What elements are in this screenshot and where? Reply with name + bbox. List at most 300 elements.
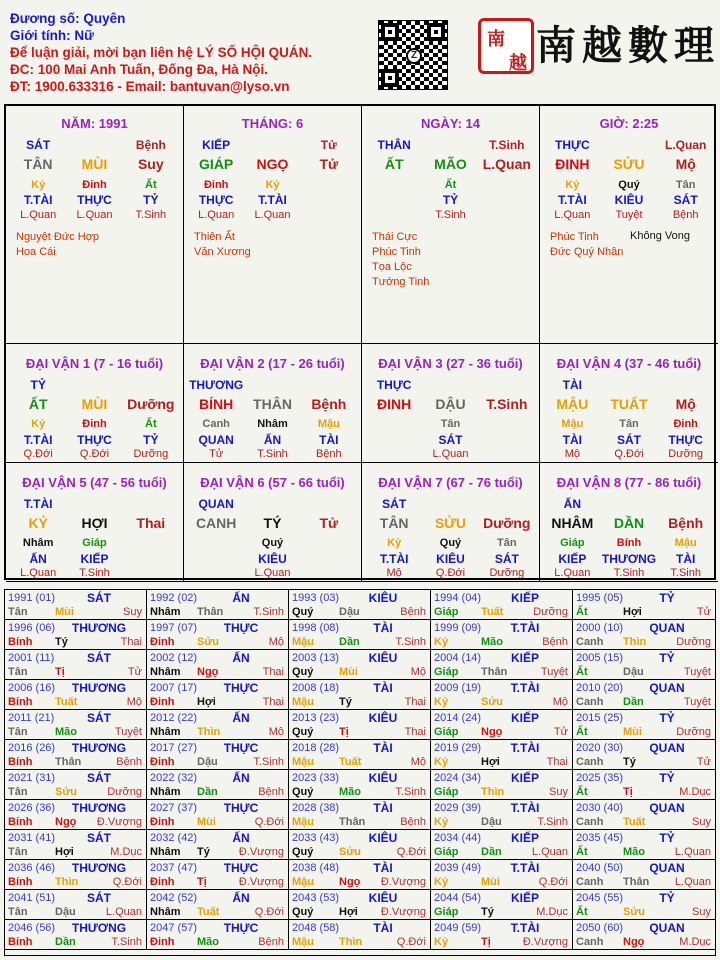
- hidden-god-row-cell: TÀI: [319, 433, 339, 447]
- hidden-stem-row-cell: Bính: [616, 537, 642, 549]
- year-cell[interactable]: [5, 830, 147, 860]
- year-stem: Quý: [292, 906, 314, 918]
- year-cell[interactable]: [573, 590, 715, 620]
- year-ten-god: T.TÀI: [510, 801, 540, 815]
- year-branch: Tý: [339, 696, 352, 708]
- hidden-stem-row-cell: Ất: [145, 179, 157, 191]
- year-branch: Thân: [197, 606, 224, 618]
- year-life-stage: Suy: [549, 786, 568, 798]
- year-cell[interactable]: [289, 770, 431, 800]
- hidden-god-row-cell: [301, 552, 357, 566]
- hidden-god-row-cell: SÁT: [673, 193, 698, 207]
- year-cell[interactable]: [431, 590, 573, 620]
- year-ten-god: KIÊU: [368, 651, 398, 665]
- year-label: 2016 (26): [8, 742, 56, 754]
- ten-god-row-cell: SÁT: [382, 497, 407, 511]
- cell-title: GIỜ: 2:25: [599, 116, 659, 131]
- year-label: 2015 (25): [576, 712, 624, 724]
- year-ten-god: TỶ: [659, 591, 675, 605]
- dai-van-cell[interactable]: [184, 463, 362, 582]
- life-stage-row-cell: T.Sinh: [613, 567, 645, 579]
- year-label: 2002 (12): [150, 652, 198, 664]
- year-label: 2010 (20): [576, 682, 624, 694]
- hidden-stem-row: [10, 537, 179, 549]
- year-branch: Ngọ: [197, 666, 219, 678]
- life-stage-row-cell: [188, 567, 244, 579]
- year-cell[interactable]: [147, 890, 289, 920]
- year-cell[interactable]: [573, 860, 715, 890]
- year-branch: Dậu: [197, 756, 218, 768]
- year-stem: Mậu: [292, 756, 314, 768]
- ten-god-row: [544, 497, 714, 511]
- stem-branch-row-cell: L.Quan: [482, 156, 531, 172]
- year-branch: Tý: [55, 636, 68, 648]
- year-cell[interactable]: [289, 590, 431, 620]
- year-cell[interactable]: [289, 710, 431, 740]
- year-ten-god: TỶ: [659, 711, 675, 725]
- year-life-stage: Bệnh: [116, 756, 142, 768]
- hidden-stem-row: [188, 537, 357, 549]
- year-stem: Mậu: [292, 936, 314, 948]
- year-cell[interactable]: [573, 740, 715, 770]
- ten-god-row-cell: [244, 378, 300, 392]
- year-stem: Ất: [576, 606, 588, 618]
- year-label: 2033 (43): [292, 832, 340, 844]
- year-life-stage: Bệnh: [400, 816, 426, 828]
- year-branch: Dần: [623, 696, 644, 708]
- stem-branch-row-cell: NHÂM: [551, 515, 594, 531]
- year-branch: Sửu: [55, 786, 78, 798]
- life-stage-row-cell: [366, 209, 422, 221]
- year-branch: Sửu: [339, 846, 362, 858]
- life-stage-row-cell: Dưỡng: [668, 448, 704, 460]
- year-stem: Quý: [292, 606, 314, 618]
- year-stem: Bính: [8, 936, 33, 948]
- year-stem: Kỷ: [434, 756, 449, 768]
- life-stage-row-cell: T.Sinh: [257, 448, 288, 460]
- ten-god-row: [366, 497, 535, 511]
- year-label: 2019 (29): [434, 742, 482, 754]
- stem-branch-row-cell: SỬU: [613, 156, 645, 172]
- year-stem: Canh: [576, 936, 604, 948]
- year-stem: Bính: [8, 816, 33, 828]
- year-ten-god: TỶ: [659, 831, 675, 845]
- year-cell[interactable]: [289, 920, 431, 950]
- hidden-stem-row-cell: [366, 418, 422, 430]
- bazi-chart: [4, 104, 716, 580]
- year-label: 2014 (24): [434, 712, 482, 724]
- cell-title: ĐẠI VẬN 4 (37 - 46 tuổi): [556, 356, 702, 371]
- stem-branch-row: [544, 396, 714, 412]
- year-cell[interactable]: [289, 830, 431, 860]
- hidden-stem-row: [188, 418, 357, 430]
- year-stem: Đinh: [150, 936, 175, 948]
- year-label: 2000 (10): [576, 622, 624, 634]
- year-stem: Quý: [292, 726, 314, 738]
- life-stage-row: [544, 448, 714, 460]
- cell-title: THÁNG: 6: [241, 116, 304, 131]
- year-cell[interactable]: [5, 890, 147, 920]
- stem-branch-row: [188, 156, 357, 172]
- year-branch: Mùi: [623, 726, 642, 738]
- year-life-stage: Bệnh: [542, 636, 568, 648]
- year-ten-god: T.TÀI: [510, 861, 540, 875]
- life-stage-row-cell: Q.Đới: [435, 567, 466, 579]
- year-cell[interactable]: [147, 590, 289, 620]
- year-ten-god: TỶ: [659, 651, 675, 665]
- year-stem: Mậu: [292, 816, 314, 828]
- stem-branch-row: [10, 515, 179, 531]
- year-cell[interactable]: [147, 620, 289, 650]
- year-life-stage: Đ.Vượng: [380, 906, 426, 918]
- life-stage-row-cell: L.Quan: [554, 209, 591, 221]
- ten-god-row-cell: [66, 138, 122, 152]
- year-label: 2009 (19): [434, 682, 482, 694]
- year-cell[interactable]: [5, 740, 147, 770]
- year-cell[interactable]: [573, 920, 715, 950]
- year-label: 1991 (01): [8, 592, 56, 604]
- year-cell[interactable]: [5, 710, 147, 740]
- year-cell[interactable]: [5, 860, 147, 890]
- year-stem: Canh: [576, 816, 604, 828]
- year-cell[interactable]: [573, 800, 715, 830]
- year-life-stage: Tử: [553, 726, 568, 738]
- year-cell[interactable]: [289, 650, 431, 680]
- hidden-stem-row-cell: Tân: [440, 418, 461, 430]
- dai-van-cell[interactable]: [184, 344, 362, 463]
- year-cell[interactable]: [147, 740, 289, 770]
- year-ten-god: KIẾP: [510, 591, 539, 605]
- year-cell[interactable]: [147, 770, 289, 800]
- year-life-stage: Tuyệt: [540, 666, 568, 678]
- life-stage-row-cell: Q.Đới: [614, 448, 644, 460]
- ten-god-row: [188, 378, 357, 392]
- brand-calligraphy: 南越數理: [536, 22, 720, 69]
- year-cell[interactable]: [431, 620, 573, 650]
- year-label: 2041 (51): [8, 892, 56, 904]
- year-life-stage: Q.Đới: [396, 846, 426, 858]
- year-cell[interactable]: [431, 800, 573, 830]
- annual-luck-table: [4, 589, 716, 956]
- hidden-stem-row-cell: Đinh: [82, 418, 107, 430]
- year-stem: Nhâm: [150, 666, 181, 678]
- year-stem: Mậu: [292, 696, 314, 708]
- ten-god-row-cell: [301, 378, 357, 392]
- dai-van-cell[interactable]: [540, 463, 718, 582]
- ten-god-row-cell: [244, 497, 300, 511]
- hidden-god-row-cell: ẤN: [263, 433, 282, 447]
- year-stem: Giáp: [434, 786, 459, 798]
- year-cell[interactable]: [147, 680, 289, 710]
- year-branch: Thìn: [339, 936, 363, 948]
- hidden-god-row-cell: T.TÀI: [23, 193, 53, 207]
- ten-god-row-cell: [123, 378, 179, 392]
- year-branch: Sửu: [481, 696, 504, 708]
- year-branch: Ngọ: [55, 816, 77, 828]
- hidden-stem-row: [10, 418, 179, 430]
- stem-branch-row-cell: KỶ: [28, 515, 48, 531]
- year-stem: Bính: [8, 876, 33, 888]
- year-cell[interactable]: [147, 920, 289, 950]
- ten-god-row: [544, 138, 714, 152]
- life-stage-row-cell: Mộ: [564, 448, 580, 460]
- year-cell[interactable]: [289, 800, 431, 830]
- life-stage-row-cell: [301, 567, 357, 579]
- year-stem: Quý: [292, 786, 314, 798]
- cell-title: ĐẠI VẬN 3 (27 - 36 tuổi): [378, 356, 523, 371]
- year-ten-god: KIÊU: [368, 591, 398, 605]
- dai-van-cell[interactable]: [362, 463, 540, 582]
- year-stem: Bính: [8, 636, 33, 648]
- hidden-god-row: [544, 552, 714, 566]
- stem-branch-row-cell: MÃO: [434, 156, 467, 172]
- star-item: Văn Xương: [194, 246, 251, 258]
- hidden-stem-row-cell: [188, 537, 244, 549]
- hidden-stem-row-cell: [301, 537, 357, 549]
- year-cell[interactable]: [573, 710, 715, 740]
- ten-god-row-cell: [422, 497, 478, 511]
- hidden-stem-row: [10, 179, 179, 191]
- year-stem: Kỷ: [434, 816, 449, 828]
- hidden-stem-row-cell: Giáp: [560, 537, 585, 549]
- year-branch: Tý: [623, 756, 636, 768]
- star-list: [372, 230, 429, 290]
- hidden-stem-row-cell: Đinh: [203, 179, 229, 191]
- hidden-god-row: [544, 193, 714, 207]
- year-stem: Kỷ: [434, 936, 449, 948]
- year-label: 2040 (50): [576, 862, 624, 874]
- year-life-stage: M.Dục: [536, 906, 568, 918]
- year-cell[interactable]: [5, 680, 147, 710]
- dai-van-cell[interactable]: [540, 344, 718, 463]
- hidden-god-row-cell: T.TÀI: [23, 433, 53, 447]
- pillar-cell[interactable]: [184, 106, 362, 344]
- hidden-stem-row-cell: [123, 537, 179, 549]
- year-ten-god: QUAN: [649, 741, 685, 755]
- stem-branch-row-cell: TÂN: [23, 156, 53, 172]
- hidden-stem-row-cell: Kỷ: [387, 537, 402, 549]
- stem-branch-row: [544, 156, 714, 172]
- year-ten-god: SÁT: [87, 711, 111, 725]
- stem-branch-row: [188, 396, 357, 412]
- year-cell[interactable]: [573, 890, 715, 920]
- ten-god-row-cell: [657, 378, 714, 392]
- life-stage-row-cell: Bệnh: [315, 448, 342, 460]
- year-cell[interactable]: [147, 650, 289, 680]
- year-branch: Tuất: [197, 906, 220, 918]
- year-stem: Quý: [292, 666, 314, 678]
- cell-title: ĐẠI VẬN 8 (77 - 86 tuổi): [556, 475, 702, 490]
- cell-title: ĐẠI VẬN 1 (7 - 16 tuổi): [25, 356, 164, 371]
- year-stem: Kỷ: [434, 876, 449, 888]
- year-label: 2044 (54): [434, 892, 482, 904]
- year-cell[interactable]: [431, 650, 573, 680]
- year-branch: Mão: [623, 846, 645, 858]
- year-cell[interactable]: [431, 740, 573, 770]
- hidden-god-row-cell: [479, 433, 535, 447]
- year-cell[interactable]: [573, 680, 715, 710]
- ten-god-row-cell: [422, 138, 478, 152]
- year-stem: Tân: [8, 666, 28, 678]
- year-branch: Thân: [481, 666, 508, 678]
- cell-title: ĐẠI VẬN 5 (47 - 56 tuổi): [22, 475, 167, 490]
- hidden-god-row: [366, 552, 535, 566]
- year-cell[interactable]: [431, 710, 573, 740]
- year-ten-god: TÀI: [373, 861, 393, 875]
- year-ten-god: T.TÀI: [510, 621, 540, 635]
- year-cell[interactable]: [431, 860, 573, 890]
- year-cell[interactable]: [431, 920, 573, 950]
- year-ten-god: THƯƠNG: [71, 861, 127, 875]
- year-branch: Mùi: [197, 816, 216, 828]
- ten-god-row-cell: THỰC: [376, 378, 412, 392]
- stem-branch-row-cell: Suy: [137, 156, 164, 172]
- year-stem: Tân: [8, 846, 28, 858]
- year-cell[interactable]: [5, 770, 147, 800]
- year-stem: Bính: [8, 756, 33, 768]
- year-life-stage: Mộ: [126, 696, 142, 708]
- year-cell[interactable]: [147, 830, 289, 860]
- year-cell[interactable]: [431, 830, 573, 860]
- year-cell[interactable]: [573, 830, 715, 860]
- year-cell[interactable]: [573, 620, 715, 650]
- hidden-god-row-cell: KIÊU: [614, 193, 644, 207]
- year-branch: Mùi: [481, 876, 500, 888]
- year-cell[interactable]: [147, 800, 289, 830]
- life-stage-row-cell: Mộ: [386, 567, 402, 579]
- year-label: 2006 (16): [8, 682, 56, 694]
- year-stem: Ất: [576, 846, 588, 858]
- year-ten-god: ẤN: [232, 771, 250, 785]
- year-branch: Tị: [197, 876, 207, 888]
- year-ten-god: THỰC: [223, 741, 259, 755]
- hidden-god-row-cell: SÁT: [438, 433, 463, 447]
- stem-branch-row-cell: MÙI: [81, 156, 108, 172]
- year-ten-god: TÀI: [373, 741, 393, 755]
- hidden-god-row: [10, 433, 179, 447]
- hidden-stem-row-cell: Kỷ: [265, 179, 280, 191]
- stem-branch-row-cell: ẤT: [384, 156, 404, 172]
- year-life-stage: M.Dục: [679, 936, 711, 948]
- life-stage-row-cell: [366, 448, 422, 460]
- dai-van-cell[interactable]: [6, 463, 184, 582]
- dai-van-cell[interactable]: [362, 344, 540, 463]
- year-life-stage: Thai: [262, 696, 284, 708]
- hidden-stem-row-cell: Quý: [261, 537, 284, 549]
- year-life-stage: Mộ: [410, 666, 426, 678]
- year-cell[interactable]: [289, 680, 431, 710]
- year-cell[interactable]: [289, 860, 431, 890]
- year-stem: Canh: [576, 636, 604, 648]
- year-label: 2034 (44): [434, 832, 482, 844]
- year-branch: Thân: [339, 816, 366, 828]
- year-cell[interactable]: [573, 650, 715, 680]
- star-item: Phúc Tinh: [372, 246, 421, 258]
- year-ten-god: QUAN: [649, 861, 685, 875]
- pillar-cell[interactable]: [540, 106, 718, 344]
- year-branch: Tuất: [623, 816, 646, 828]
- ten-god-row-cell: SÁT: [26, 138, 51, 152]
- hidden-stem-row: [188, 179, 357, 191]
- year-cell[interactable]: [431, 680, 573, 710]
- ten-god-row-cell: [657, 497, 714, 511]
- year-branch: Tị: [55, 666, 65, 678]
- stem-branch-row-cell: Bệnh: [668, 515, 704, 531]
- year-cell[interactable]: [289, 740, 431, 770]
- stem-branch-row: [544, 515, 714, 531]
- year-cell[interactable]: [289, 890, 431, 920]
- owner-info: [10, 10, 312, 95]
- life-stage-row: [10, 448, 179, 460]
- pillar-cell[interactable]: [362, 106, 540, 344]
- qr-code[interactable]: [378, 20, 448, 90]
- address-line: ĐC: 100 Mai Anh Tuấn, Đống Đa, Hà Nội.: [10, 62, 269, 77]
- year-cell[interactable]: [5, 620, 147, 650]
- year-branch: Tị: [339, 726, 349, 738]
- cell-title: ĐẠI VẬN 6 (57 - 66 tuổi): [200, 475, 345, 490]
- stem-branch-row-cell: DẬU: [435, 396, 466, 412]
- year-life-stage: Tử: [696, 756, 711, 768]
- life-stage-row: [366, 209, 535, 221]
- year-life-stage: Đ.Vượng: [380, 876, 426, 888]
- year-cell[interactable]: [573, 770, 715, 800]
- year-ten-god: KIẾP: [510, 711, 539, 725]
- life-stage-row-cell: T.Sinh: [135, 209, 167, 221]
- year-ten-god: THƯƠNG: [71, 681, 127, 695]
- qr-center-logo: Z: [406, 48, 422, 64]
- ten-god-row-cell: ẤN: [563, 497, 581, 511]
- year-cell[interactable]: [147, 710, 289, 740]
- hidden-stem-row-cell: Kỷ: [565, 179, 580, 191]
- contact-line: Để luận giải, mời bạn liên hệ LÝ SỐ HỘI QUÁN.: [10, 45, 313, 60]
- year-ten-god: KIÊU: [368, 771, 398, 785]
- year-cell[interactable]: [5, 800, 147, 830]
- hidden-stem-row-cell: Ất: [145, 418, 157, 430]
- year-label: 2003 (13): [292, 652, 340, 664]
- stem-branch-row-cell: Mộ: [675, 396, 696, 412]
- pillar-cell[interactable]: [6, 106, 184, 344]
- year-life-stage: Đ.Vượng: [238, 846, 284, 858]
- year-label: 2035 (45): [576, 832, 624, 844]
- year-label: 1999 (09): [434, 622, 482, 634]
- star-item: Tọa Lộc: [372, 261, 412, 273]
- year-cell[interactable]: [431, 890, 573, 920]
- year-cell[interactable]: [5, 590, 147, 620]
- year-cell[interactable]: [147, 860, 289, 890]
- year-life-stage: Suy: [692, 816, 711, 828]
- hidden-stem-row-cell: Giáp: [82, 537, 107, 549]
- year-label: 2032 (42): [150, 832, 198, 844]
- year-cell[interactable]: [431, 770, 573, 800]
- hidden-god-row-cell: SÁT: [617, 433, 641, 447]
- star-item: Đức Quý Nhân: [550, 246, 624, 258]
- year-branch: Tuất: [55, 696, 78, 708]
- ten-god-row-cell: [301, 497, 357, 511]
- year-branch: Dần: [197, 786, 218, 798]
- year-ten-god: THƯƠNG: [71, 621, 127, 635]
- year-cell[interactable]: [5, 920, 147, 950]
- stem-branch-row-cell: Dưỡng: [127, 396, 175, 412]
- year-life-stage: Thai: [404, 696, 426, 708]
- stem-branch-row-cell: Thai: [136, 515, 166, 531]
- year-cell[interactable]: [289, 620, 431, 650]
- stem-branch-row-cell: Bệnh: [311, 396, 347, 412]
- year-life-stage: M.Dục: [679, 786, 711, 798]
- year-stem: Ất: [576, 786, 588, 798]
- year-cell[interactable]: [5, 650, 147, 680]
- stem-branch-row: [366, 396, 535, 412]
- dai-van-cell[interactable]: [6, 344, 184, 463]
